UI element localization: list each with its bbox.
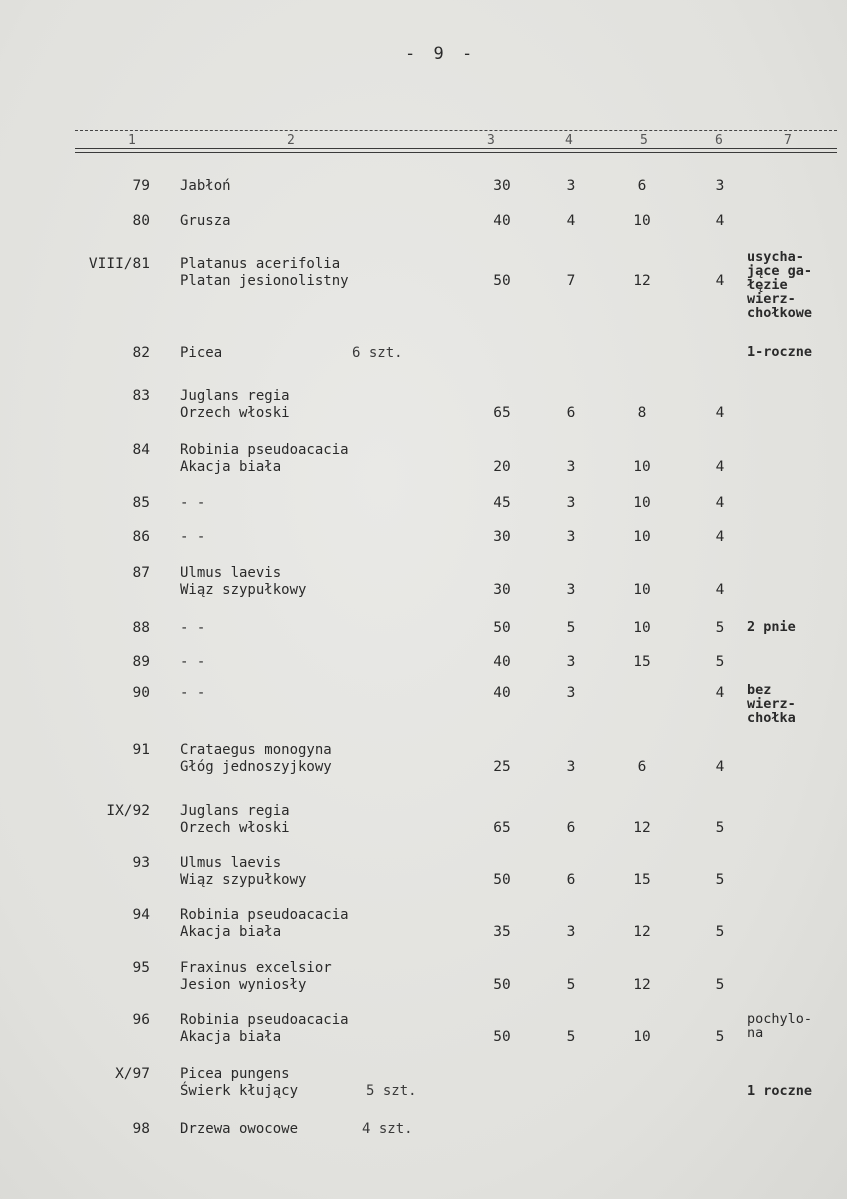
value-col-5: 10 xyxy=(633,620,651,636)
remark-line: 2 pnie xyxy=(747,619,796,635)
remark-line: bez xyxy=(747,682,772,698)
name-line-primary: - - xyxy=(180,685,206,701)
value-col-4: 6 xyxy=(566,872,576,888)
remark-line: pochylo- xyxy=(747,1011,813,1027)
name-line-secondary: Akacja biała xyxy=(180,924,282,940)
name-line-secondary: Wiąz szypułkowy xyxy=(180,582,307,598)
row-number: 94 xyxy=(132,907,150,923)
value-col-6: 4 xyxy=(715,529,725,545)
name-line-secondary: Świerk kłujący xyxy=(180,1083,299,1099)
value-col-6: 5 xyxy=(715,977,725,993)
species-name xyxy=(180,803,290,837)
name-line-primary: Juglans regia xyxy=(180,803,290,819)
remark-line: usycha- xyxy=(747,249,804,265)
column-number: 5 xyxy=(640,133,648,148)
remark xyxy=(747,620,796,634)
row-number: X/97 xyxy=(115,1066,150,1082)
row-number: 91 xyxy=(132,742,150,758)
value-col-4: 3 xyxy=(566,759,576,775)
value-col-5: 12 xyxy=(633,924,651,940)
row-number: 85 xyxy=(132,495,150,511)
value-col-6: 4 xyxy=(715,273,725,289)
row-number: 90 xyxy=(132,685,150,701)
name-line-secondary: Akacja biała xyxy=(180,459,282,475)
row-number: 87 xyxy=(132,565,150,581)
column-number: 3 xyxy=(487,133,495,148)
remark-line: wierz- xyxy=(747,291,796,307)
value-col-5: 10 xyxy=(633,582,651,598)
page-number: - 9 - xyxy=(405,44,477,64)
value-col-6: 5 xyxy=(715,872,725,888)
column-number: 4 xyxy=(565,133,573,148)
name-line-secondary: Jesion wyniosły xyxy=(180,977,307,993)
name-line-secondary: Orzech włoski xyxy=(180,405,290,421)
quantity: 5 szt. xyxy=(366,1083,417,1099)
quantity: 4 szt. xyxy=(362,1121,413,1137)
value-col-4: 3 xyxy=(566,459,576,475)
value-col-4: 5 xyxy=(566,620,576,636)
species-name xyxy=(180,742,332,776)
name-line-primary: - - xyxy=(180,620,206,636)
value-col-5: 10 xyxy=(633,213,651,229)
value-col-4: 3 xyxy=(566,685,576,701)
row-number: IX/92 xyxy=(106,803,150,819)
remark xyxy=(747,250,812,320)
value-col-5: 12 xyxy=(633,820,651,836)
name-line-primary: Platanus acerifolia xyxy=(180,256,341,272)
species-name xyxy=(180,620,205,637)
value-col-4: 6 xyxy=(566,405,576,421)
name-line-primary: - - xyxy=(180,495,206,511)
value-col-6: 5 xyxy=(715,924,725,940)
quantity: 6 szt. xyxy=(352,345,403,361)
value-col-6: 4 xyxy=(715,582,725,598)
name-line-primary: Crataegus monogyna xyxy=(180,742,332,758)
value-col-5: 10 xyxy=(633,1029,651,1045)
row-number: 79 xyxy=(132,178,150,194)
value-col-3: 30 xyxy=(493,178,511,194)
remark-line: łęzie xyxy=(747,277,788,293)
name-line-primary: Robinia pseudoacacia xyxy=(180,442,349,458)
value-col-3: 45 xyxy=(493,495,511,511)
header-top-rule xyxy=(75,130,837,131)
name-line-primary: Grusza xyxy=(180,213,231,229)
name-line-secondary: Akacja biała xyxy=(180,1029,282,1045)
value-col-6: 4 xyxy=(715,405,725,421)
value-col-5: 15 xyxy=(633,872,651,888)
remark-line: wierz- xyxy=(747,696,796,712)
remark-line: 1 roczne xyxy=(747,1083,813,1099)
value-col-5: 8 xyxy=(637,405,647,421)
row-number: 86 xyxy=(132,529,150,545)
value-col-6: 4 xyxy=(715,759,725,775)
species-name xyxy=(180,213,231,230)
column-number: 2 xyxy=(287,133,295,148)
value-col-3: 40 xyxy=(493,654,511,670)
species-name xyxy=(180,654,205,671)
value-col-3: 50 xyxy=(493,1029,511,1045)
species-name xyxy=(180,1121,298,1138)
value-col-3: 65 xyxy=(493,405,511,421)
name-line-primary: Drzewa owocowe xyxy=(180,1121,299,1137)
value-col-5: 6 xyxy=(637,178,647,194)
column-number: 1 xyxy=(128,133,136,148)
value-col-4: 3 xyxy=(566,654,576,670)
value-col-3: 20 xyxy=(493,459,511,475)
name-line-primary: Picea pungens xyxy=(180,1066,290,1082)
remark-line: 1-roczne xyxy=(747,344,813,360)
column-number: 7 xyxy=(784,133,792,148)
name-line-primary: - - xyxy=(180,654,206,670)
column-number: 6 xyxy=(715,133,723,148)
value-col-3: 50 xyxy=(493,977,511,993)
remark-line: chołkowe xyxy=(747,305,813,321)
name-line-primary: Robinia pseudoacacia xyxy=(180,1012,349,1028)
value-col-3: 50 xyxy=(493,620,511,636)
name-line-secondary: Wiąz szypułkowy xyxy=(180,872,307,888)
value-col-5: 12 xyxy=(633,273,651,289)
row-number: 88 xyxy=(132,620,150,636)
value-col-6: 5 xyxy=(715,820,725,836)
remark-line: chołka xyxy=(747,710,796,726)
species-name xyxy=(180,565,306,599)
value-col-5: 6 xyxy=(637,759,647,775)
name-line-primary: Robinia pseudoacacia xyxy=(180,907,349,923)
value-col-3: 40 xyxy=(493,213,511,229)
value-col-4: 3 xyxy=(566,495,576,511)
name-line-secondary: Głóg jednoszyjkowy xyxy=(180,759,332,775)
value-col-4: 3 xyxy=(566,178,576,194)
name-line-primary: Picea xyxy=(180,345,223,361)
remark xyxy=(747,1012,812,1040)
row-number: 98 xyxy=(132,1121,150,1137)
value-col-3: 25 xyxy=(493,759,511,775)
value-col-5: 15 xyxy=(633,654,651,670)
value-col-3: 50 xyxy=(493,273,511,289)
name-line-primary: Fraxinus excelsior xyxy=(180,960,332,976)
row-number: 83 xyxy=(132,388,150,404)
name-line-primary: Ulmus laevis xyxy=(180,565,282,581)
row-number: 96 xyxy=(132,1012,150,1028)
species-name xyxy=(180,855,306,889)
value-col-5: 10 xyxy=(633,459,651,475)
remark-line: na xyxy=(747,1025,764,1041)
value-col-6: 5 xyxy=(715,654,725,670)
species-name xyxy=(180,495,205,512)
value-col-4: 5 xyxy=(566,977,576,993)
value-col-6: 5 xyxy=(715,620,725,636)
name-line-primary: Juglans regia xyxy=(180,388,290,404)
value-col-3: 35 xyxy=(493,924,511,940)
name-line-primary: Ulmus laevis xyxy=(180,855,282,871)
row-number: 89 xyxy=(132,654,150,670)
species-name xyxy=(180,529,205,546)
header-double-rule xyxy=(75,148,837,153)
value-col-6: 5 xyxy=(715,1029,725,1045)
value-col-4: 3 xyxy=(566,924,576,940)
value-col-5: 10 xyxy=(633,529,651,545)
species-name xyxy=(180,345,222,362)
value-col-6: 3 xyxy=(715,178,725,194)
value-col-4: 4 xyxy=(566,213,576,229)
remark xyxy=(747,1084,812,1098)
value-col-3: 50 xyxy=(493,872,511,888)
value-col-4: 3 xyxy=(566,582,576,598)
remark-line: jące ga- xyxy=(747,263,813,279)
value-col-4: 3 xyxy=(566,529,576,545)
species-name xyxy=(180,685,205,702)
name-line-secondary: Orzech włoski xyxy=(180,820,290,836)
species-name xyxy=(180,1012,349,1046)
value-col-6: 4 xyxy=(715,459,725,475)
value-col-3: 30 xyxy=(493,582,511,598)
value-col-5: 12 xyxy=(633,977,651,993)
species-name xyxy=(180,388,290,422)
species-name xyxy=(180,442,349,476)
row-number: 80 xyxy=(132,213,150,229)
species-name xyxy=(180,256,349,290)
row-number: VIII/81 xyxy=(88,256,150,272)
value-col-4: 5 xyxy=(566,1029,576,1045)
species-name xyxy=(180,907,349,941)
value-col-4: 6 xyxy=(566,820,576,836)
value-col-5: 10 xyxy=(633,495,651,511)
value-col-4: 7 xyxy=(566,273,576,289)
row-number: 84 xyxy=(132,442,150,458)
remark xyxy=(747,683,796,725)
row-number: 93 xyxy=(132,855,150,871)
value-col-3: 30 xyxy=(493,529,511,545)
value-col-3: 40 xyxy=(493,685,511,701)
row-number: 95 xyxy=(132,960,150,976)
value-col-3: 65 xyxy=(493,820,511,836)
species-name xyxy=(180,1066,298,1100)
name-line-primary: - - xyxy=(180,529,206,545)
value-col-6: 4 xyxy=(715,685,725,701)
species-name xyxy=(180,960,332,994)
value-col-6: 4 xyxy=(715,495,725,511)
value-col-6: 4 xyxy=(715,213,725,229)
name-line-primary: Jabłoń xyxy=(180,178,231,194)
remark xyxy=(747,345,812,359)
name-line-secondary: Platan jesionolistny xyxy=(180,273,349,289)
species-name xyxy=(180,178,231,195)
row-number: 82 xyxy=(132,345,150,361)
